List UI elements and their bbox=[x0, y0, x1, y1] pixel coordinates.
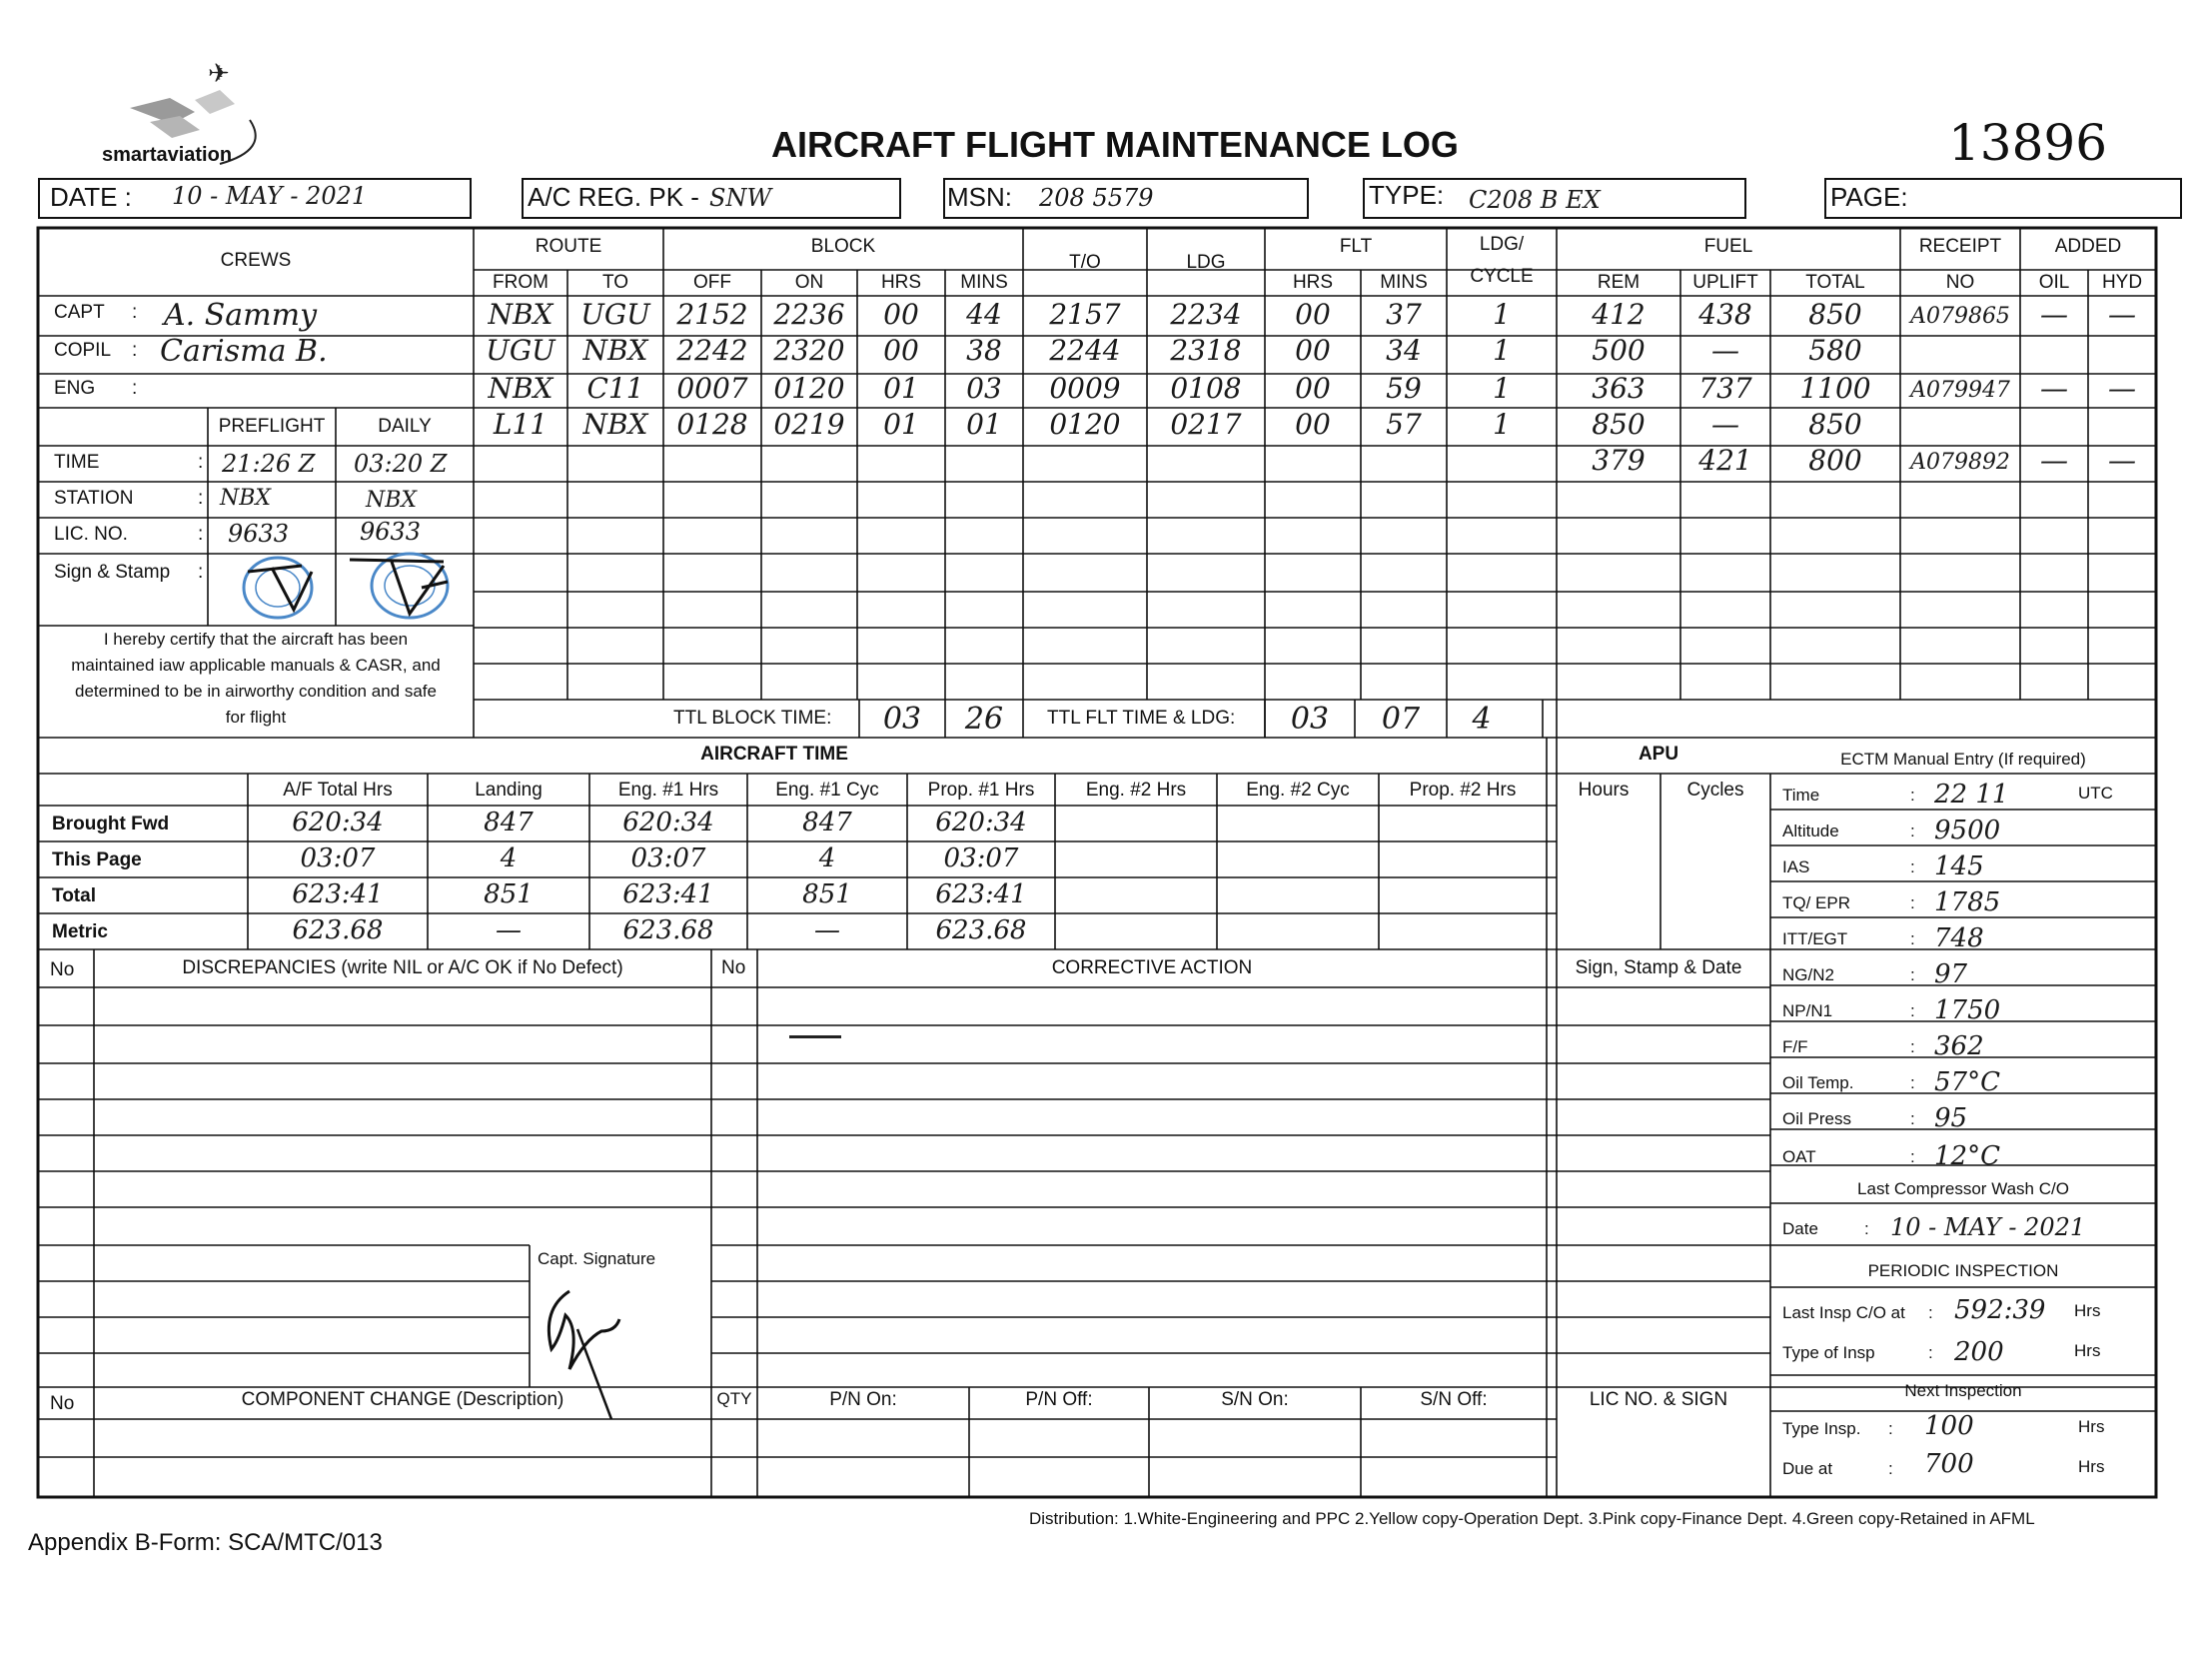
copil-colon: : bbox=[132, 340, 138, 361]
flight-cell-uplift: — bbox=[1711, 334, 1739, 367]
flight-cell-cycle: 1 bbox=[1493, 408, 1511, 441]
sign-stamp-label: Sign & Stamp bbox=[54, 562, 171, 583]
ectm-label-tq: TQ/ EPR bbox=[1782, 893, 1851, 912]
msn-label: MSN: bbox=[947, 182, 1012, 212]
flight-cell-to_time: 2244 bbox=[1049, 334, 1121, 367]
ectm-utc: UTC bbox=[2078, 784, 2113, 803]
flight-cell-rem: 500 bbox=[1592, 334, 1646, 367]
aircraft-time-col-header: Eng. #2 Hrs bbox=[1085, 780, 1187, 801]
flight-cell-flt_hrs: 00 bbox=[1295, 298, 1331, 331]
flight-cell-hrs: 00 bbox=[883, 334, 919, 367]
ectm-colon: : bbox=[1910, 929, 1915, 948]
aircraft-time-row-label: Metric bbox=[52, 921, 108, 942]
flight-cell-to: UGU bbox=[580, 298, 650, 331]
flight-cell-hrs: 01 bbox=[883, 408, 919, 441]
time-label: TIME bbox=[54, 452, 100, 473]
added-header: ADDED bbox=[2054, 236, 2122, 257]
total-header: TOTAL bbox=[1805, 272, 1865, 293]
ectm-value-altitude: 9500 bbox=[1934, 816, 2001, 845]
flight-cell-total: 580 bbox=[1808, 334, 1862, 367]
aircraft-time-cell-eng1_hrs: 620:34 bbox=[622, 808, 714, 837]
sign-stamp-date-header: Sign, Stamp & Date bbox=[1575, 957, 1742, 978]
aircraft-time-cell-af: 620:34 bbox=[292, 808, 384, 837]
ectm-colon: : bbox=[1910, 1037, 1915, 1056]
daily-header: DAILY bbox=[378, 416, 432, 437]
distribution-note: Distribution: 1.White-Engineering and PPC 2.Yellow copy-Operation Dept. 3.Pink copy-Finance Dept. 4.Green copy-Retained in AFML bbox=[1029, 1509, 2035, 1528]
svg-text:✈: ✈ bbox=[208, 60, 230, 88]
aircraft-time-cell-prop1: 03:07 bbox=[943, 843, 1019, 873]
ectm-label-itt: ITT/EGT bbox=[1782, 929, 1848, 948]
flight-cell-flt_mins: 34 bbox=[1386, 334, 1422, 367]
flight-cell-rem: 850 bbox=[1592, 408, 1646, 441]
due-at-label: Due at bbox=[1782, 1459, 1833, 1478]
ttl-ldg: 4 bbox=[1472, 702, 1492, 737]
aircraft-time-row-label: This Page bbox=[52, 849, 142, 870]
aircraft-time-cell-af: 623.68 bbox=[292, 915, 384, 945]
hyd-header: HYD bbox=[2101, 272, 2143, 293]
flight-cell-hrs: 01 bbox=[883, 372, 919, 405]
aircraft-time-cell-af: 03:07 bbox=[300, 843, 376, 873]
rem-header: REM bbox=[1597, 272, 1641, 293]
flight-cell-ldg: 0108 bbox=[1170, 372, 1242, 405]
aircraft-time-cell-prop1: 620:34 bbox=[935, 808, 1027, 837]
flight-cell-on: 0120 bbox=[773, 372, 845, 405]
flight-cell-receipt: A079892 bbox=[1910, 450, 2010, 475]
certify-line-1: I hereby certify that the aircraft has been bbox=[103, 630, 409, 649]
ectm-title: ECTM Manual Entry (If required) bbox=[1840, 750, 2086, 769]
ectm-label-ff: F/F bbox=[1782, 1037, 1808, 1056]
receipt-no-header: NO bbox=[1945, 272, 1975, 293]
compressor-wash-title: Last Compressor Wash C/O bbox=[1857, 1179, 2069, 1198]
aircraft-time-cell-af: 623:41 bbox=[292, 879, 384, 909]
next-type-hrs: Hrs bbox=[2078, 1417, 2105, 1436]
corrective-no-header: No bbox=[721, 957, 746, 978]
flight-cell-cycle: 1 bbox=[1493, 372, 1511, 405]
page-label: PAGE: bbox=[1830, 182, 1908, 212]
fuel-header: FUEL bbox=[1703, 236, 1753, 257]
flight-cell-oil: — bbox=[2040, 444, 2068, 477]
aircraft-time-cell-eng1_hrs: 623.68 bbox=[622, 915, 714, 945]
ectm-value-time: 22 11 bbox=[1934, 780, 2009, 810]
aircraft-time-col-header: Eng. #2 Cyc bbox=[1246, 780, 1350, 801]
ectm-colon: : bbox=[1910, 1109, 1915, 1128]
aircraft-time-title: AIRCRAFT TIME bbox=[700, 744, 848, 765]
flight-cell-flt_mins: 37 bbox=[1386, 298, 1422, 331]
flight-cell-uplift: 421 bbox=[1698, 444, 1752, 477]
aircraft-time-cell-eng1_cyc: 4 bbox=[818, 843, 836, 873]
ttl-flt-mins: 07 bbox=[1381, 702, 1421, 737]
ttl-block-hrs: 03 bbox=[882, 702, 922, 737]
capt-signature-label: Capt. Signature bbox=[538, 1249, 656, 1268]
due-at-value: 700 bbox=[1924, 1449, 1974, 1479]
to-header: TO bbox=[601, 272, 629, 293]
flight-cell-receipt: A079865 bbox=[1910, 304, 2010, 329]
flight-cell-on: 0219 bbox=[773, 408, 845, 441]
flight-cell-to_time: 2157 bbox=[1049, 298, 1121, 331]
preflight-stamp bbox=[232, 550, 332, 629]
daily-stamp bbox=[344, 548, 464, 629]
next-type-label: Type Insp. bbox=[1782, 1419, 1861, 1438]
flight-cell-from: NBX bbox=[488, 298, 553, 331]
type-insp-label: Type of Insp bbox=[1782, 1343, 1875, 1362]
lic-sign-header: LIC NO. & SIGN bbox=[1589, 1389, 1728, 1410]
ectm-label-ias: IAS bbox=[1782, 857, 1810, 876]
page-title: AIRCRAFT FLIGHT MAINTENANCE LOG bbox=[771, 124, 1459, 165]
preflight-station: NBX bbox=[220, 486, 272, 511]
eng-colon: : bbox=[132, 378, 138, 399]
next-type-colon: : bbox=[1888, 1419, 1893, 1438]
aircraft-time-cell-eng1_hrs: 623:41 bbox=[622, 879, 714, 909]
ldg-header: LDG bbox=[1186, 252, 1226, 273]
component-change-header: COMPONENT CHANGE (Description) bbox=[241, 1389, 564, 1410]
ectm-colon: : bbox=[1910, 893, 1915, 912]
aircraft-time-col-header: Eng. #1 Hrs bbox=[617, 780, 719, 801]
flight-cell-on: 2320 bbox=[773, 334, 845, 367]
apu-cycles-header: Cycles bbox=[1686, 780, 1744, 801]
ectm-value-tq: 1785 bbox=[1934, 887, 2001, 917]
ectm-colon: : bbox=[1910, 1147, 1915, 1166]
to-time-header: T/O bbox=[1069, 252, 1101, 273]
ectm-colon: : bbox=[1910, 1073, 1915, 1092]
flight-cell-uplift: — bbox=[1711, 408, 1739, 441]
flight-cell-hyd: — bbox=[2108, 298, 2136, 331]
daily-time: 03:20 Z bbox=[354, 450, 448, 478]
aircraft-time-cell-eng1_cyc: — bbox=[814, 915, 840, 945]
flight-cell-cycle: 1 bbox=[1493, 298, 1511, 331]
corrective-dash-mark bbox=[789, 1035, 841, 1038]
periodic-inspection-title: PERIODIC INSPECTION bbox=[1867, 1261, 2059, 1280]
ectm-colon: : bbox=[1910, 857, 1915, 876]
preflight-header: PREFLIGHT bbox=[218, 416, 326, 437]
hrs-header: HRS bbox=[880, 272, 922, 293]
flight-cell-flt_hrs: 00 bbox=[1295, 408, 1331, 441]
flight-cell-hrs: 00 bbox=[883, 298, 919, 331]
flt-mins-header: MINS bbox=[1380, 272, 1428, 293]
flight-cell-total: 800 bbox=[1808, 444, 1862, 477]
ectm-label-oil_press: Oil Press bbox=[1782, 1109, 1851, 1128]
from-header: FROM bbox=[493, 272, 549, 293]
pn-on-header: P/N On: bbox=[829, 1389, 897, 1410]
sn-on-header: S/N On: bbox=[1221, 1389, 1289, 1410]
next-type-value: 100 bbox=[1924, 1411, 1974, 1441]
flight-cell-total: 850 bbox=[1808, 298, 1862, 331]
certify-line-4: for flight bbox=[225, 708, 287, 727]
eng-label: ENG bbox=[54, 378, 96, 399]
on-header: ON bbox=[794, 272, 824, 293]
flight-cell-uplift: 737 bbox=[1698, 372, 1752, 405]
sn-off-header: S/N Off: bbox=[1420, 1389, 1488, 1410]
copil-label: COPIL bbox=[54, 340, 112, 361]
aircraft-time-cell-landing: 851 bbox=[484, 879, 534, 909]
flight-cell-oil: — bbox=[2040, 372, 2068, 405]
certify-line-2: maintained iaw applicable manuals & CASR, and bbox=[71, 656, 441, 675]
appendix-form: Appendix B-Form: SCA/MTC/013 bbox=[28, 1529, 383, 1556]
ectm-value-np: 1750 bbox=[1934, 995, 2001, 1025]
flight-cell-flt_mins: 57 bbox=[1386, 408, 1422, 441]
flight-cell-from: NBX bbox=[488, 372, 553, 405]
uplift-header: UPLIFT bbox=[1692, 272, 1758, 293]
daily-lic: 9633 bbox=[360, 518, 422, 546]
flight-cell-hyd: — bbox=[2108, 444, 2136, 477]
preflight-lic: 9633 bbox=[228, 520, 290, 548]
ectm-label-ng: NG/N2 bbox=[1782, 965, 1834, 984]
aircraft-time-col-header: Prop. #2 Hrs bbox=[1409, 780, 1517, 801]
aircraft-time-col-header: A/F Total Hrs bbox=[283, 780, 393, 801]
ectm-value-ng: 97 bbox=[1934, 959, 1968, 989]
flight-cell-total: 850 bbox=[1808, 408, 1862, 441]
due-at-hrs: Hrs bbox=[2078, 1457, 2105, 1476]
flight-cell-on: 2236 bbox=[773, 298, 845, 331]
company-name: smartaviation bbox=[102, 144, 233, 166]
component-no-header: No bbox=[50, 1393, 75, 1414]
flight-cell-total: 1100 bbox=[1799, 372, 1871, 405]
type-insp-colon: : bbox=[1928, 1343, 1933, 1362]
flight-cell-hyd: — bbox=[2108, 372, 2136, 405]
aircraft-time-cell-landing: 847 bbox=[484, 808, 534, 837]
sign-stamp-colon: : bbox=[198, 562, 204, 583]
ttl-flt-label: TTL FLT TIME & LDG: bbox=[1047, 708, 1236, 729]
capt-colon: : bbox=[132, 302, 138, 323]
ectm-colon: : bbox=[1910, 786, 1915, 805]
discrepancy-no-header: No bbox=[50, 959, 75, 980]
flight-cell-ldg: 2234 bbox=[1170, 298, 1242, 331]
aircraft-time-col-header: Eng. #1 Cyc bbox=[775, 780, 879, 801]
station-label: STATION bbox=[54, 488, 134, 509]
type-value: C208 B EX bbox=[1469, 186, 1601, 214]
crews-header: CREWS bbox=[220, 250, 292, 271]
compressor-date-label: Date bbox=[1782, 1219, 1818, 1238]
capt-name: A. Sammy bbox=[164, 298, 318, 333]
flight-cell-rem: 379 bbox=[1592, 444, 1646, 477]
apu-hours-header: Hours bbox=[1578, 780, 1630, 801]
flight-cell-from: L11 bbox=[493, 408, 549, 441]
aircraft-time-cell-landing: 4 bbox=[500, 843, 518, 873]
flight-cell-rem: 412 bbox=[1592, 298, 1646, 331]
flight-cell-flt_hrs: 00 bbox=[1295, 372, 1331, 405]
ectm-value-ias: 145 bbox=[1934, 851, 1984, 881]
due-at-colon: : bbox=[1888, 1459, 1893, 1478]
ectm-value-oil_temp: 57°C bbox=[1934, 1067, 2000, 1097]
preflight-time: 21:26 Z bbox=[222, 450, 316, 478]
flight-cell-mins: 38 bbox=[966, 334, 1002, 367]
ttl-block-label: TTL BLOCK TIME: bbox=[673, 708, 832, 729]
flight-cell-ldg: 2318 bbox=[1170, 334, 1242, 367]
ectm-label-altitude: Altitude bbox=[1782, 822, 1839, 840]
flight-cell-from: UGU bbox=[486, 334, 555, 367]
type-insp-value: 200 bbox=[1954, 1337, 2004, 1367]
aircraft-time-row-label: Brought Fwd bbox=[52, 814, 170, 834]
ldg-cycle-header-2: CYCLE bbox=[1470, 266, 1534, 287]
flight-cell-to: C11 bbox=[586, 372, 644, 405]
time-colon: : bbox=[198, 452, 204, 473]
flight-cell-off: 0007 bbox=[676, 372, 748, 405]
flight-cell-mins: 44 bbox=[966, 298, 1002, 331]
last-insp-label: Last Insp C/O at bbox=[1782, 1303, 1905, 1322]
last-insp-colon: : bbox=[1928, 1303, 1933, 1322]
capt-label: CAPT bbox=[54, 302, 105, 323]
flight-cell-off: 2152 bbox=[676, 298, 748, 331]
compressor-date-colon: : bbox=[1864, 1219, 1869, 1238]
ectm-label-oat: OAT bbox=[1782, 1147, 1816, 1166]
flight-cell-oil: — bbox=[2040, 298, 2068, 331]
aircraft-time-cell-prop1: 623.68 bbox=[935, 915, 1027, 945]
next-inspection-title: Next Inspection bbox=[1904, 1381, 2022, 1400]
off-header: OFF bbox=[693, 272, 731, 293]
ectm-value-itt: 748 bbox=[1934, 923, 1984, 953]
flight-cell-flt_hrs: 00 bbox=[1295, 334, 1331, 367]
ldg-cycle-header: LDG/ bbox=[1479, 234, 1525, 255]
date-label: DATE : bbox=[50, 182, 132, 212]
receipt-header: RECEIPT bbox=[1918, 236, 2002, 257]
aircraft-time-cell-eng1_hrs: 03:07 bbox=[630, 843, 706, 873]
compressor-date-value: 10 - MAY - 2021 bbox=[1890, 1213, 2086, 1241]
flight-cell-to: NBX bbox=[582, 408, 648, 441]
discrepancies-header: DISCREPANCIES (write NIL or A/C OK if No Defect) bbox=[182, 957, 623, 978]
flight-cell-to_time: 0009 bbox=[1049, 372, 1121, 405]
date-value: 10 - MAY - 2021 bbox=[172, 182, 368, 210]
ectm-colon: : bbox=[1910, 822, 1915, 840]
corrective-action-header: CORRECTIVE ACTION bbox=[1051, 957, 1253, 978]
block-header: BLOCK bbox=[810, 236, 876, 257]
flt-hrs-header: HRS bbox=[1292, 272, 1334, 293]
flight-cell-to_time: 0120 bbox=[1049, 408, 1121, 441]
flight-cell-off: 0128 bbox=[676, 408, 748, 441]
flight-cell-cycle: 1 bbox=[1493, 334, 1511, 367]
pn-off-header: P/N Off: bbox=[1025, 1389, 1093, 1410]
ectm-value-oil_press: 95 bbox=[1934, 1103, 1968, 1133]
flight-cell-receipt: A079947 bbox=[1910, 378, 2010, 403]
daily-station: NBX bbox=[366, 488, 418, 513]
ectm-value-oat: 12°C bbox=[1934, 1141, 2000, 1171]
type-label: TYPE: bbox=[1369, 180, 1445, 210]
ttl-block-mins: 26 bbox=[964, 702, 1004, 737]
station-colon: : bbox=[198, 488, 204, 509]
aircraft-time-col-header: Prop. #1 Hrs bbox=[927, 780, 1035, 801]
flight-cell-off: 2242 bbox=[676, 334, 748, 367]
lic-label: LIC. NO. bbox=[54, 524, 128, 545]
serial-number: 13896 bbox=[1948, 114, 2108, 172]
flt-header: FLT bbox=[1339, 236, 1373, 257]
flight-cell-ldg: 0217 bbox=[1170, 408, 1242, 441]
last-insp-value: 592:39 bbox=[1954, 1295, 2046, 1325]
certify-line-3: determined to be in airworthy condition and safe bbox=[75, 682, 437, 701]
lic-colon: : bbox=[198, 524, 204, 545]
copil-name: Carisma B. bbox=[160, 334, 328, 369]
aircraft-time-cell-landing: — bbox=[496, 915, 522, 945]
ttl-flt-hrs: 03 bbox=[1290, 702, 1330, 737]
aircraft-time-cell-eng1_cyc: 847 bbox=[802, 808, 852, 837]
ectm-value-ff: 362 bbox=[1934, 1031, 1984, 1061]
flight-cell-mins: 03 bbox=[966, 372, 1002, 405]
ectm-label-np: NP/N1 bbox=[1782, 1001, 1833, 1020]
ectm-label-oil_temp: Oil Temp. bbox=[1782, 1073, 1854, 1092]
reg-label: A/C REG. PK - bbox=[528, 182, 699, 212]
reg-value: SNW bbox=[709, 184, 772, 212]
aircraft-time-cell-eng1_cyc: 851 bbox=[802, 879, 852, 909]
flight-cell-mins: 01 bbox=[966, 408, 1002, 441]
ectm-colon: : bbox=[1910, 965, 1915, 984]
flight-cell-rem: 363 bbox=[1592, 372, 1646, 405]
qty-header: QTY bbox=[716, 1389, 752, 1408]
last-insp-hrs: Hrs bbox=[2074, 1301, 2101, 1320]
type-insp-hrs: Hrs bbox=[2074, 1341, 2101, 1360]
route-header: ROUTE bbox=[535, 236, 602, 257]
aircraft-time-col-header: Landing bbox=[475, 780, 543, 801]
ectm-colon: : bbox=[1910, 1001, 1915, 1020]
aircraft-time-cell-prop1: 623:41 bbox=[935, 879, 1027, 909]
mins-header: MINS bbox=[960, 272, 1008, 293]
aircraft-time-row-label: Total bbox=[52, 885, 96, 906]
apu-header: APU bbox=[1638, 744, 1679, 765]
flight-cell-uplift: 438 bbox=[1698, 298, 1752, 331]
ectm-label-time: Time bbox=[1782, 786, 1820, 805]
msn-value: 208 5579 bbox=[1039, 184, 1154, 212]
flight-cell-to: NBX bbox=[582, 334, 648, 367]
oil-header: OIL bbox=[2038, 272, 2070, 293]
flight-cell-flt_mins: 59 bbox=[1386, 372, 1422, 405]
